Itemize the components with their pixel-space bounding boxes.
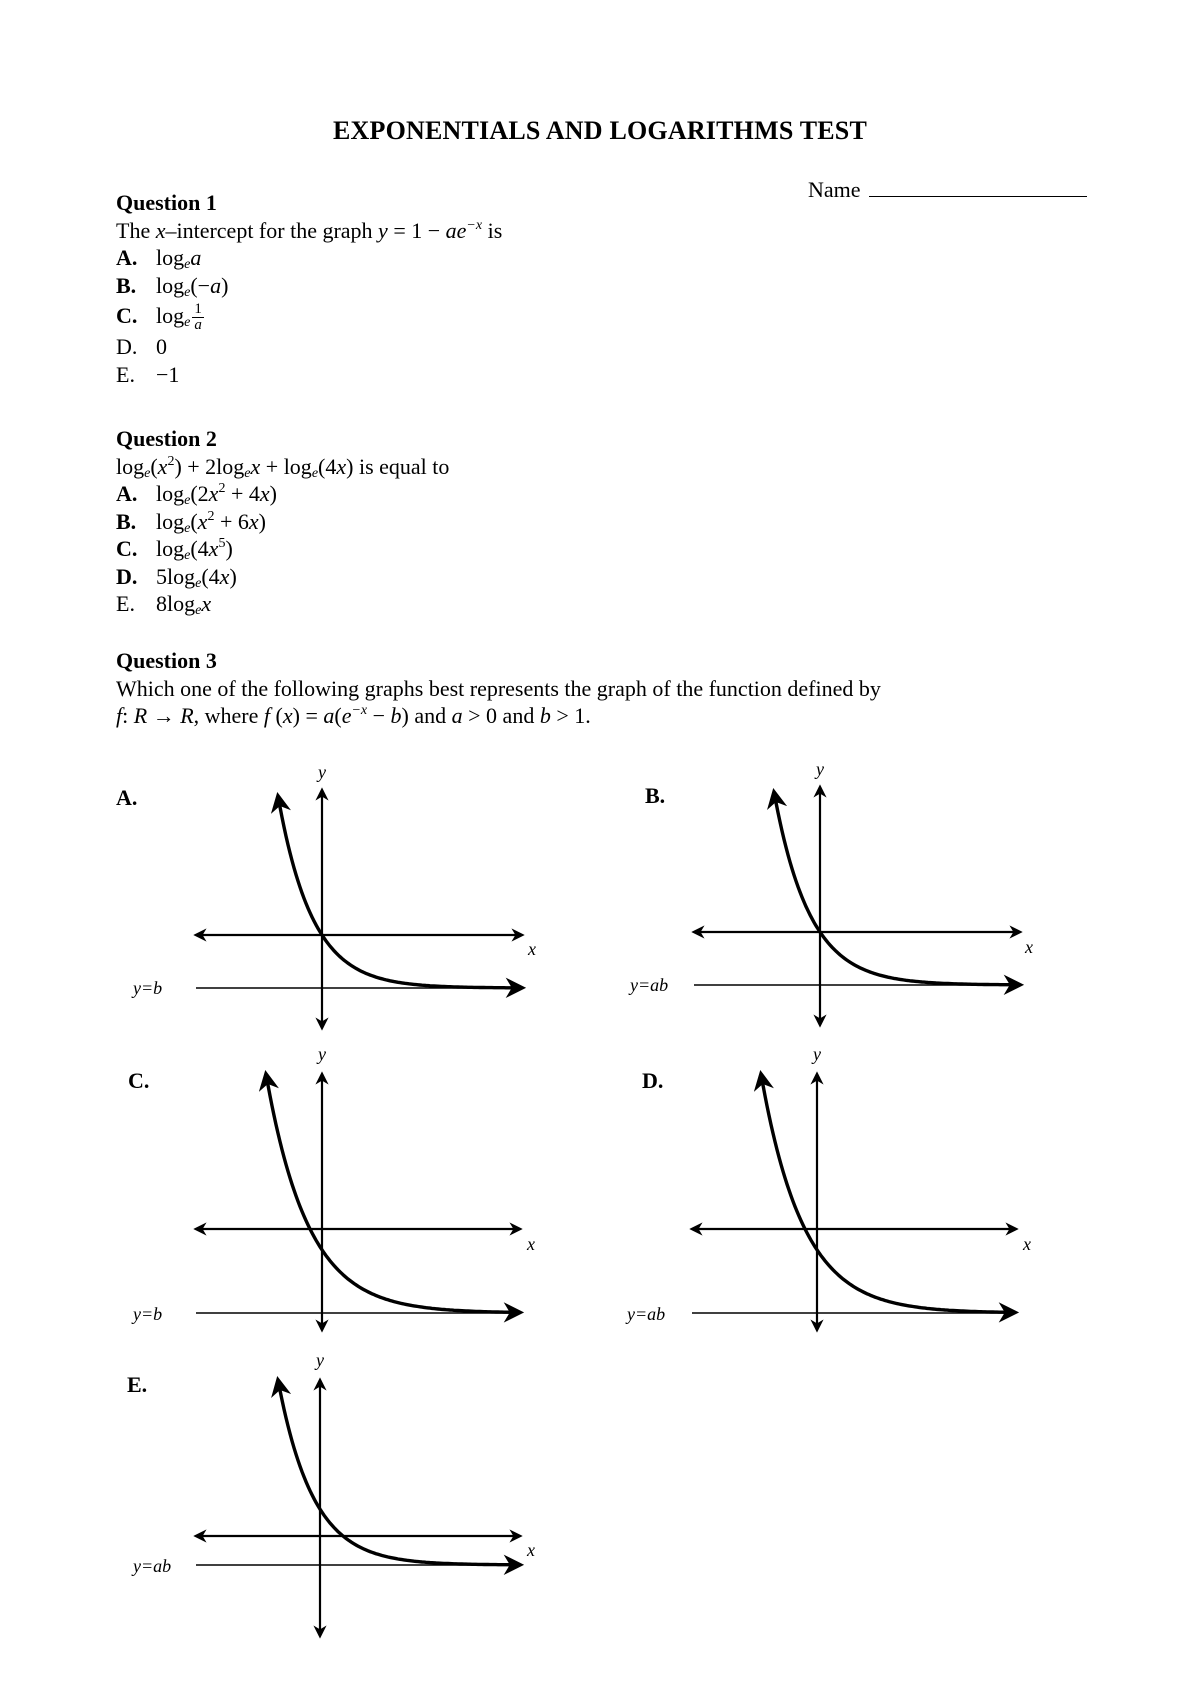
graph-b xyxy=(628,759,1033,1025)
graph-e-asymptote-label: y=ab xyxy=(133,1556,172,1576)
graph-a-curve xyxy=(278,796,522,988)
question-2-stem: $\log_e(x^2) + 2\log_ex + \log_e(4x)$ is equal to xyxy=(116,453,450,481)
q2-option-a: A. $\log_e(2x^2 + 4x)$ xyxy=(116,481,277,508)
question-3-stem-line-1: Which one of the following graphs best represents the graph of the function defined by xyxy=(116,675,881,701)
graph-d-curve xyxy=(761,1074,1015,1312)
graph-d xyxy=(625,1044,1031,1330)
q1-option-b: B. $\log_e(-a)$ xyxy=(116,272,229,300)
graph-c-asymptote-label: y=b xyxy=(133,1304,163,1324)
graph-a-y-label: y xyxy=(318,762,326,782)
graph-d-asymptote-label: y=ab xyxy=(627,1304,666,1324)
question-3-heading: Question 3 xyxy=(116,648,217,673)
question-1-heading: Question 1 xyxy=(116,190,217,215)
graph-b-x-label: x xyxy=(1025,937,1033,957)
q2-option-d: D. $5\log_e(4x)$ xyxy=(116,563,237,591)
graph-a-label: A. xyxy=(116,785,138,810)
name-label: Name xyxy=(808,177,861,202)
graph-e-y-label: y xyxy=(316,1350,324,1370)
graph-c-curve xyxy=(266,1074,520,1312)
graph-b-curve xyxy=(774,792,1020,985)
graph-a xyxy=(131,762,536,1028)
q1-option-d: D. 0 xyxy=(116,334,167,359)
question-3-stem-line-2: f: R → R, where f $(x) = a(e^{-x} - b)$ and a > 0 and b > 1. xyxy=(116,703,591,728)
graph-d-y-label: y xyxy=(813,1044,821,1064)
graph-c xyxy=(131,1044,535,1330)
question-2-heading: Question 2 xyxy=(116,426,217,451)
graph-b-asymptote-label: y=ab xyxy=(630,975,669,995)
graph-c-y-label: y xyxy=(318,1044,326,1064)
graph-b-label: B. xyxy=(645,783,666,808)
graph-d-x-label: x xyxy=(1023,1234,1031,1254)
graph-d-label: D. xyxy=(642,1068,664,1093)
graph-e-x-label: x xyxy=(527,1540,535,1560)
q1-option-c: C. $\log_e$ $\frac{1}{a}$ xyxy=(116,301,202,334)
q1-option-a: A. $\log_ea$ xyxy=(116,245,202,272)
graph-c-x-label: x xyxy=(527,1234,535,1254)
q2-option-e: E. $8\log_ex$ xyxy=(116,591,212,618)
q2-option-b: B. $\log_e(x^2 + 6x)$ xyxy=(116,508,266,536)
q2-option-c: C. $\log_e(4x^5)$ xyxy=(116,536,233,563)
graph-a-x-label: x xyxy=(528,939,536,959)
graph-e-label: E. xyxy=(127,1372,148,1397)
graph-c-label: C. xyxy=(128,1068,150,1093)
q1-option-e: E. −1 xyxy=(116,361,180,387)
fraction-one-over-a: $\frac{1}{a}$ xyxy=(194,301,202,334)
graph-b-y-label: y xyxy=(816,759,824,779)
graph-e xyxy=(131,1350,535,1636)
graph-a-asymptote-label: y=b xyxy=(133,978,163,998)
page-title: EXPONENTIALS AND LOGARITHMS TEST xyxy=(333,116,867,145)
question-1-stem: The x–intercept for the graph $y = 1 - ae^{-x}$ is xyxy=(116,217,503,243)
